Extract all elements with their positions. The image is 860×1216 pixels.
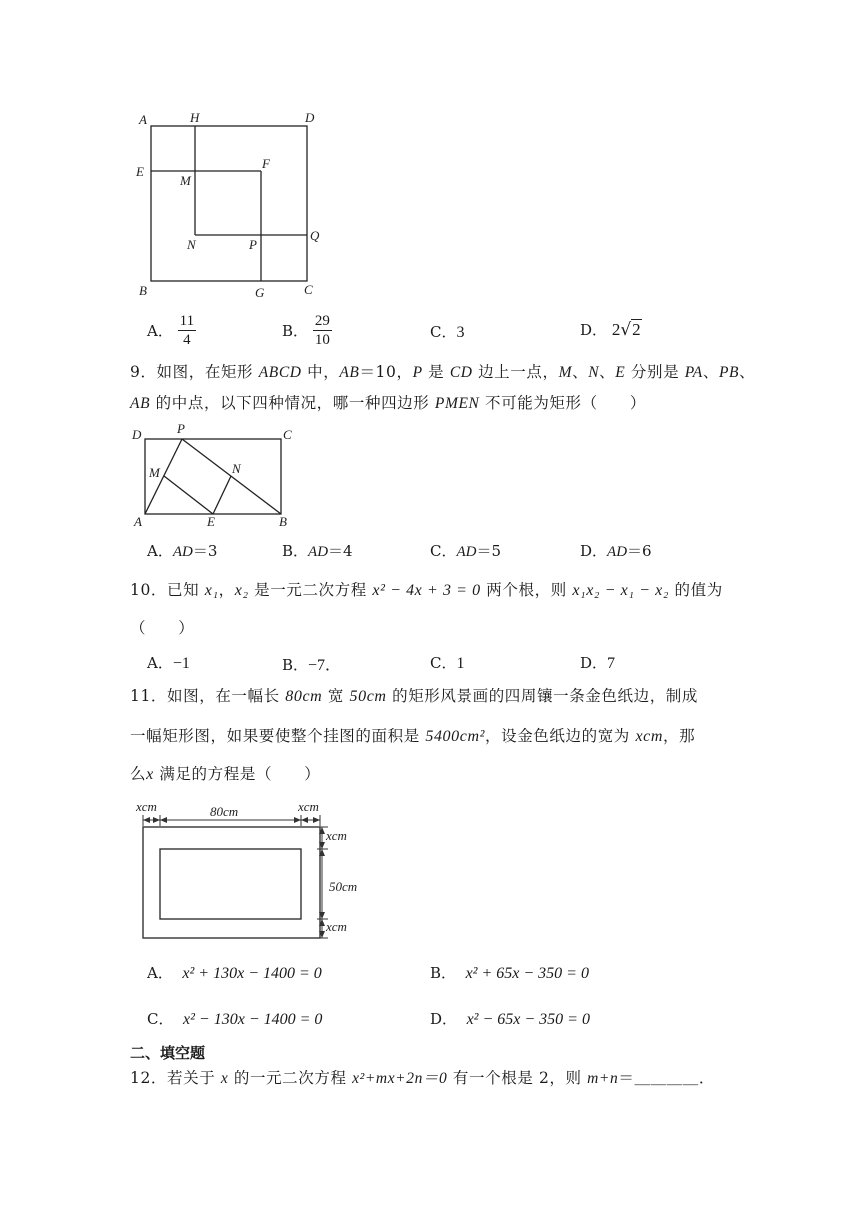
q10-option-b[interactable]: B．−7． <box>282 656 342 674</box>
label-G: G <box>255 285 265 300</box>
label-C: C <box>283 427 292 442</box>
q8-option-a[interactable] <box>147 312 196 349</box>
fraction <box>313 312 332 349</box>
q9-option-b[interactable]: B．AD＝4 <box>282 542 353 560</box>
option-label: A． <box>147 322 173 340</box>
label-B: B <box>139 283 147 298</box>
q11-line3: 么x 满足的方程是（ ） <box>130 765 321 783</box>
label-N: N <box>187 237 196 252</box>
radicand: 2 <box>632 320 641 339</box>
denominator: 4 <box>183 332 191 348</box>
q8-option-d[interactable] <box>580 319 642 340</box>
label-E: E <box>136 164 144 179</box>
sqrt-sign: √ <box>620 320 632 340</box>
option-value: 3 <box>456 324 465 341</box>
q9-option-a[interactable]: A．AD＝3 <box>147 542 218 560</box>
label-xcm-top-left: xcm <box>136 799 157 814</box>
label-D: D <box>132 427 142 442</box>
label-M: M <box>180 173 191 188</box>
figure-q8-squares <box>132 108 332 303</box>
q8-option-c[interactable] <box>430 321 464 342</box>
numerator: 11 <box>179 313 195 329</box>
label-M: M <box>149 465 160 480</box>
label-P: P <box>249 237 257 252</box>
option-label: C． <box>430 323 457 341</box>
q10-option-a[interactable]: A．−1 <box>147 654 190 672</box>
fraction <box>178 312 196 349</box>
q10-option-c[interactable]: C．1 <box>430 654 465 672</box>
q9-option-c[interactable]: C．AD＝5 <box>430 542 502 560</box>
label-C: C <box>304 282 313 297</box>
q11-line1: 11．如图，在一幅长 80cm 宽 50cm 的矩形风景画的四周镶一条金色纸边，制成 <box>130 687 698 705</box>
label-H: H <box>190 110 200 125</box>
denominator: 10 <box>314 332 330 348</box>
option-label: D． <box>580 321 608 339</box>
label-B: B <box>279 514 287 529</box>
q12-line: 12．若关于 x 的一元二次方程 x²+mx+2n＝0 有一个根是 2，则 m+n＝＿＿＿＿． <box>130 1069 715 1087</box>
q8-option-b[interactable] <box>282 312 332 349</box>
label-P: P <box>177 421 185 436</box>
label-xcm-right-top: xcm <box>326 828 347 843</box>
q10-option-d[interactable]: D．7 <box>580 654 616 672</box>
q10-line1: 10．已知 x₁，x₂ 是一元二次方程 x² − 4x + 3 = 0 两个根，则 x₁x₂ − x₁ − x₂ 的值为 <box>130 581 723 599</box>
q9-line1: 9．如图，在矩形 ABCD 中，AB＝10，P 是 CD 边上一点，M、N、E 分别是 PA、PB、 <box>130 363 756 381</box>
q9-line2: AB 的中点，以下四种情况，哪一种四边形 PMEN 不可能为矩形（ ） <box>130 394 647 412</box>
figure-q11-frame <box>130 796 370 944</box>
q11-line2: 一幅矩形图，如果要使整个挂图的面积是 5400cm²，设金色纸边的宽为 xcm，那 <box>130 727 696 745</box>
label-E: E <box>207 514 215 529</box>
q11-option-b[interactable]: B． x² + 65x − 350 = 0 <box>430 964 589 982</box>
numerator: 29 <box>314 313 330 329</box>
section-title: 二、填空题 <box>130 1044 206 1062</box>
label-Q: Q <box>310 228 320 243</box>
q11-option-a[interactable]: A． x² + 130x − 1400 = 0 <box>147 964 322 982</box>
label-F: F <box>262 156 270 171</box>
label-width: 50cm <box>329 879 358 894</box>
label-A: A <box>139 112 147 127</box>
figure-q9-rectangle <box>130 420 302 532</box>
label-D: D <box>305 110 315 125</box>
label-N: N <box>232 461 241 476</box>
label-xcm-top-right: xcm <box>298 799 319 814</box>
label-xcm-right-bottom: xcm <box>326 919 347 934</box>
q9-option-d[interactable]: D．AD＝6 <box>580 542 652 560</box>
q11-option-c[interactable]: C． x² − 130x − 1400 = 0 <box>147 1010 323 1028</box>
coefficient: 2 <box>611 320 621 339</box>
q11-option-d[interactable]: D． x² − 65x − 350 = 0 <box>430 1010 590 1028</box>
q10-paren: （ ） <box>130 619 195 637</box>
label-A: A <box>134 514 142 529</box>
answer-blank[interactable]: ＿＿＿＿ <box>634 1069 699 1087</box>
label-length: 80cm <box>210 804 239 819</box>
option-label: B． <box>282 322 309 340</box>
